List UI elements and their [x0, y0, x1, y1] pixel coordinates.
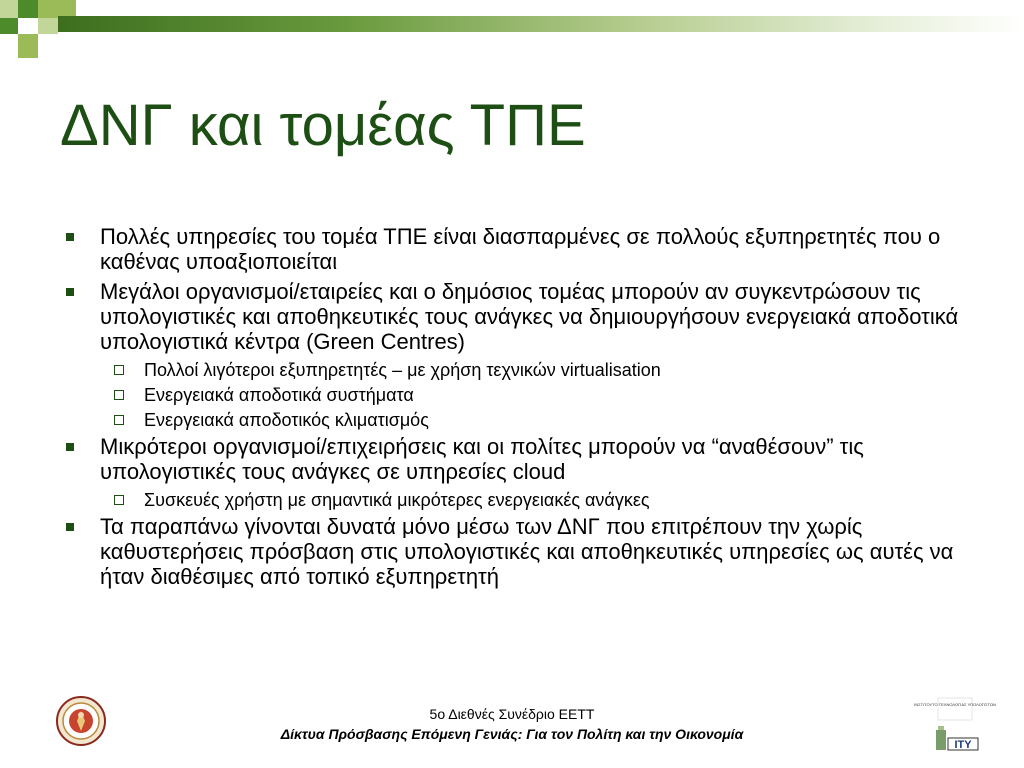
square-bullet-icon [66, 523, 74, 531]
footer-line2: Δίκτυα Πρόσβασης Επόμενη Γενιάς: Για τον Πολίτη και την Οικονομία [280, 726, 744, 742]
bullet-item [64, 434, 984, 484]
decor-square [18, 34, 38, 58]
bullet-item [64, 279, 984, 354]
sub-bullet-item [64, 409, 984, 431]
square-bullet-icon [66, 233, 74, 241]
sub-bullet-item [64, 489, 984, 511]
bullet-text: Τα παραπάνω γίνονται δυνατά μόνο μέσω των ΔΝΓ που επιτρέπουν την χωρίς καθυστερήσεις πρόσβαση στις υπολογιστικές και αποθηκευτικές υπηρεσίες ως αυτές να ήταν διαθέσιμες από τοπικό εξυπηρετητή [100, 514, 954, 589]
sub-bullet-text: Ενεργειακά αποδοτικά συστήματα [144, 385, 414, 405]
square-bullet-icon [66, 288, 74, 296]
square-bullet-icon [66, 443, 74, 451]
sub-bullet-item [64, 384, 984, 406]
ity-logo-caption: ΙΝΣΤΙΤΟΥΤΟ ΤΕΧΝΟΛΟΓΙΑΣ ΥΠΟΛΟΓΙΣΤΩΝ [914, 702, 996, 707]
bullet-item [64, 224, 984, 274]
footer-line1: 5ο Διεθνές Συνέδριο ΕΕΤΤ [429, 706, 595, 722]
hollow-square-bullet-icon [114, 390, 124, 400]
bullet-text: Πολλές υπηρεσίες του τομέα ΤΠΕ είναι διασπαρμένες σε πολλούς εξυπηρετητές που ο καθένας υποαξιοποιείται [100, 224, 941, 274]
sub-bullet-item [64, 359, 984, 381]
decor-square [38, 34, 58, 58]
ity-logo-text: ITY [954, 739, 972, 751]
decor-square [0, 18, 18, 34]
bullet-text: Μικρότεροι οργανισμοί/επιχειρήσεις και οι πολίτες μπορούν να “αναθέσουν” τις υπολογιστικές τους ανάγκες σε υπηρεσίες cloud [100, 434, 864, 484]
slide-footer [0, 704, 1024, 744]
hollow-square-bullet-icon [114, 365, 124, 375]
bullet-list [64, 224, 984, 594]
hollow-square-bullet-icon [114, 415, 124, 425]
sub-bullet-text: Ενεργειακά αποδοτικός κλιματισμός [144, 410, 429, 430]
sub-bullet-text: Συσκευές χρήστη με σημαντικά μικρότερες ενεργειακές ανάγκες [144, 490, 650, 510]
decor-square [18, 18, 38, 34]
decor-square [0, 0, 18, 18]
decor-square [18, 0, 38, 18]
decor-square [38, 18, 58, 34]
slide-title: ΔΝΓ και τομέας ΤΠΕ [60, 93, 586, 158]
top-gradient-bar [58, 16, 1024, 32]
bullet-item [64, 514, 984, 589]
sub-bullet-text: Πολλοί λιγότεροι εξυπηρετητές – με χρήση τεχνικών virtualisation [144, 360, 661, 380]
bullet-text: Μεγάλοι οργανισμοί/εταιρείες και ο δημόσιος τομέας μπορούν αν συγκεντρώσουν τις υπολογιστικές και αποθηκευτικές τους ανάγκες να δημιουργήσουν ενεργειακά αποδοτικά υπολογιστικά κέντρα (Green Centres) [100, 279, 959, 354]
hollow-square-bullet-icon [114, 495, 124, 505]
